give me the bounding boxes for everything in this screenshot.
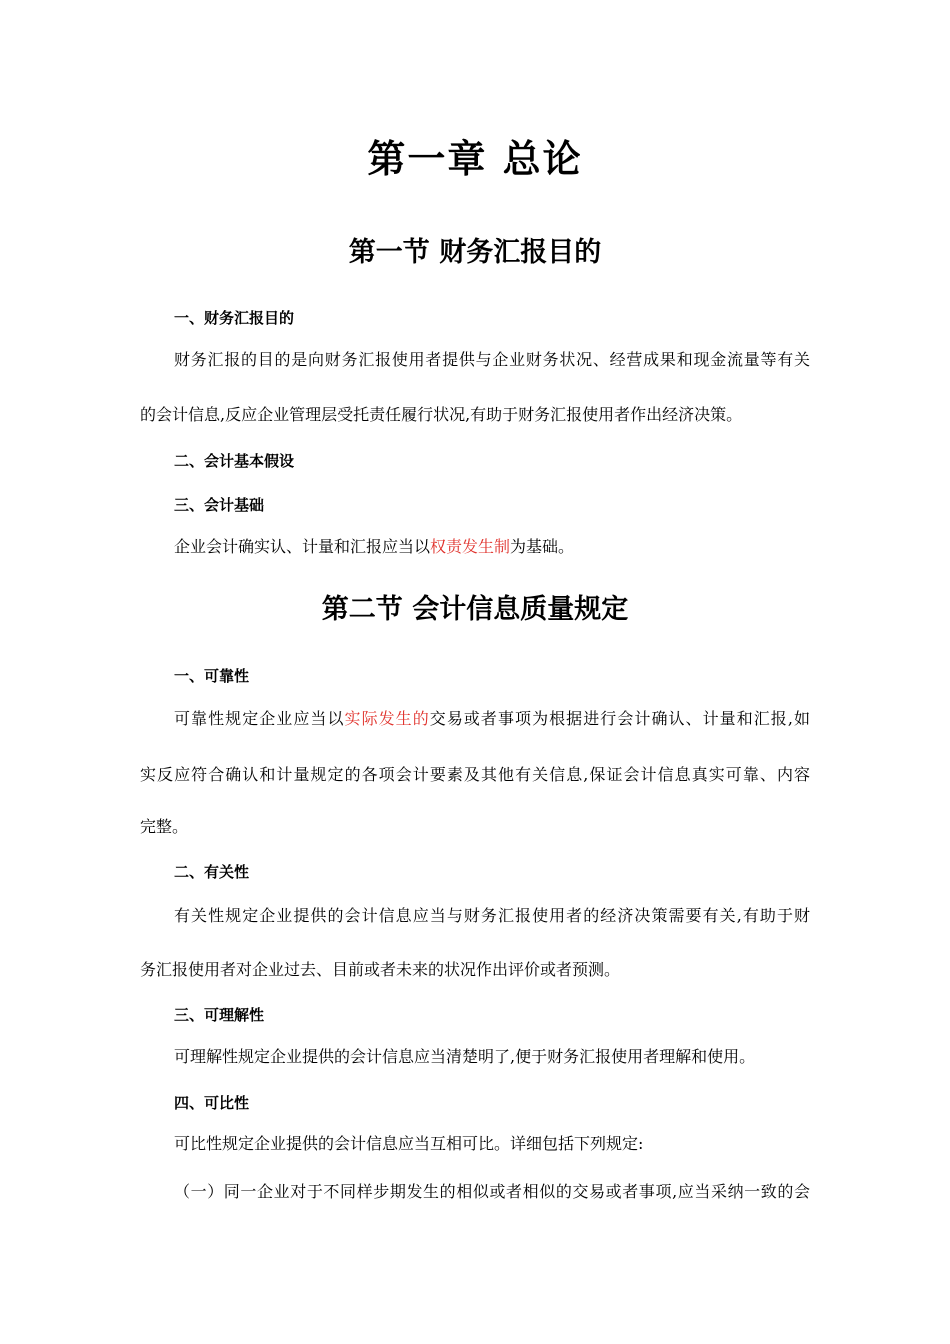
section-1-title: 第一节 财务汇报目的 <box>348 237 602 268</box>
section-2-heading-4: 四、可比性 <box>174 1094 250 1112</box>
section-1-heading-2: 二、会计基本假设 <box>174 452 295 470</box>
section-1-paragraph-3-text: 企业会计确实认、计量和汇报应当以 <box>174 537 431 556</box>
section-2-paragraph-2-line-2: 务汇报使用者对企业过去、目前或者未来的状况作出评价或者预测。 <box>140 960 621 979</box>
section-2-paragraph-1-line-1 <box>174 709 810 729</box>
section-2-paragraph-1-line-2: 实反应符合确认和计量规定的各项会计要素及其他有关信息,保证会计信息真实可靠、内容 <box>140 765 810 784</box>
section-2-paragraph-4-line-2: （一）同一企业对于不同样步期发生的相似或者相似的交易或者事项,应当采纳一致的会 <box>174 1182 810 1201</box>
chapter-title: 第一章 总论 <box>367 136 583 181</box>
section-1-paragraph-3 <box>174 537 574 557</box>
section-1-heading-1: 一、财务汇报目的 <box>174 309 295 327</box>
section-2-heading-3: 三、可理解性 <box>174 1006 265 1024</box>
accrual-basis-highlight: 权责发生制 <box>430 537 511 556</box>
section-1-paragraph-1-line-1: 财务汇报的目的是向财务汇报使用者提供与企业财务状况、经营成果和现金流量等有关 <box>174 350 810 369</box>
section-2-heading-2: 二、有关性 <box>174 863 250 881</box>
section-2-paragraph-3: 可理解性规定企业提供的会计信息应当清楚明了,便于财务汇报使用者理解和使用。 <box>174 1047 756 1066</box>
section-2-paragraph-1-line-3: 完整。 <box>140 817 189 836</box>
section-2-heading-1: 一、可靠性 <box>174 667 250 685</box>
section-2-paragraph-4-line-1: 可比性规定企业提供的会计信息应当互相可比。详细包括下列规定: <box>174 1134 644 1153</box>
actual-occurrence-highlight: 实际发生的 <box>344 709 430 728</box>
reliability-text: 可靠性规定企业应当以 <box>174 709 345 728</box>
section-1-heading-3: 三、会计基础 <box>174 496 265 514</box>
section-1-paragraph-1-line-2: 的会计信息,反应企业管理层受托责任履行状况,有助于财务汇报使用者作出经济决策。 <box>140 405 743 424</box>
reliability-text-cont: 交易或者事项为根据进行会计确认、计量和汇报,如 <box>429 709 810 728</box>
section-1-paragraph-3-text-end: 为基础。 <box>510 537 575 556</box>
section-2-paragraph-2-line-1: 有关性规定企业提供的会计信息应当与财务汇报使用者的经济决策需要有关,有助于财 <box>174 906 810 925</box>
section-2-title: 第二节 会计信息质量规定 <box>321 594 629 625</box>
